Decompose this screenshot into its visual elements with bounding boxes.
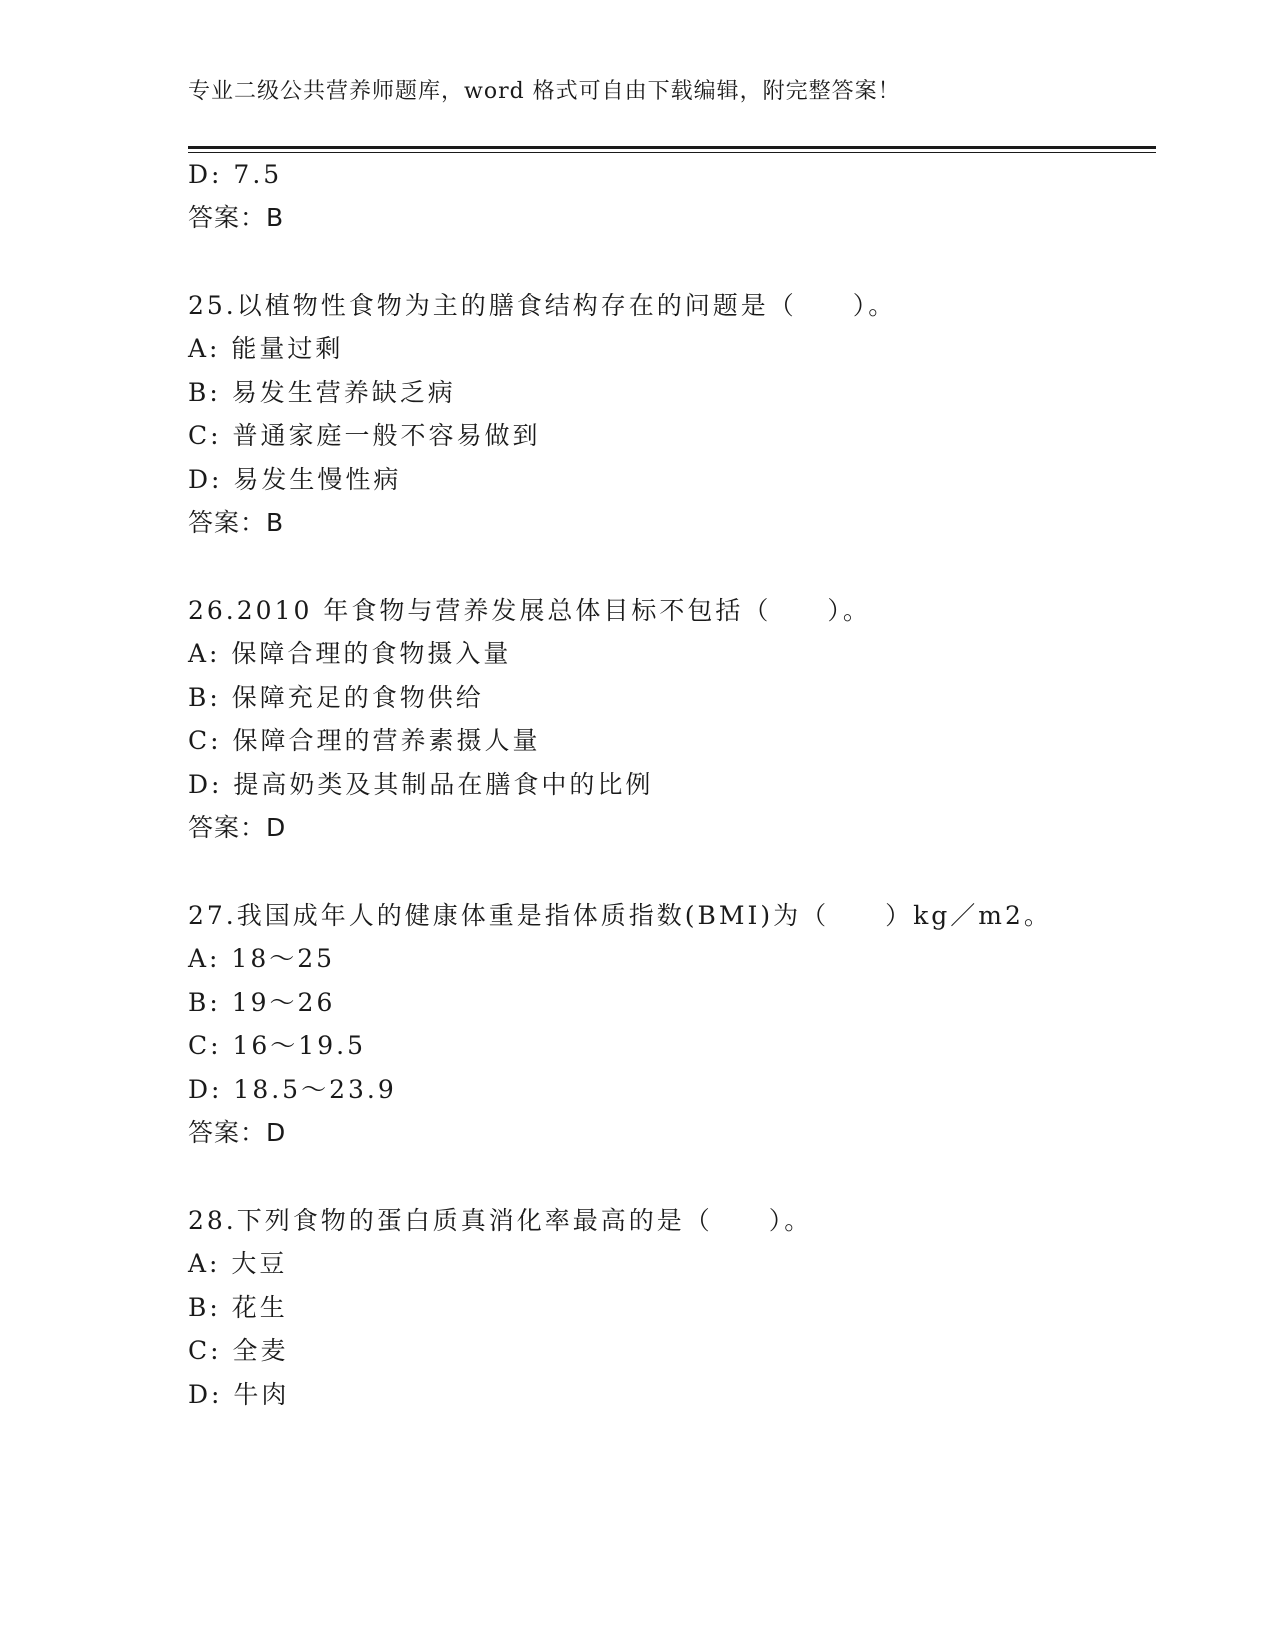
q26-option-d: D: 提高奶类及其制品在膳食中的比例 [188, 770, 654, 799]
q25-option-d: D: 易发生慢性病 [188, 465, 402, 494]
q25-option-c: C: 普通家庭一般不容易做到 [188, 421, 541, 450]
q28-option-d: D: 牛肉 [188, 1380, 290, 1409]
q26-option-b: B: 保障充足的食物供给 [188, 683, 484, 712]
q28-option-a: A: 大豆 [188, 1249, 288, 1278]
q25-stem: 25.以植物性食物为主的膳食结构存在的问题是（ ）。 [188, 291, 897, 320]
q27-option-c: C: 16～19.5 [188, 1031, 366, 1060]
q28-stem: 28.下列食物的蛋白质真消化率最高的是（ ）。 [188, 1206, 813, 1235]
header-rule-thick [188, 146, 1156, 149]
q27-option-d: D: 18.5～23.9 [188, 1075, 397, 1104]
q26-option-c: C: 保障合理的营养素摄人量 [188, 726, 541, 755]
q28-option-b: B: 花生 [188, 1293, 288, 1322]
q26-stem: 26.2010 年食物与营养发展总体目标不包括（ ）。 [188, 596, 871, 625]
q27-stem: 27.我国成年人的健康体重是指体质指数(BMI)为（ ）kg／m2。 [188, 901, 1052, 930]
header-rule-thin [188, 152, 1156, 153]
q27-option-b: B: 19～26 [188, 988, 336, 1017]
prev-answer: 答案：B [188, 203, 285, 232]
page-header: 专业二级公共营养师题库，word 格式可自由下载编辑，附完整答案！ [188, 79, 901, 104]
q25-option-b: B: 易发生营养缺乏病 [188, 378, 456, 407]
prev-option-d: D: 7.5 [188, 160, 283, 189]
q25-answer: 答案：B [188, 508, 285, 537]
q25-option-a: A: 能量过剩 [188, 334, 344, 363]
q26-option-a: A: 保障合理的食物摄入量 [188, 639, 512, 668]
q28-option-c: C: 全麦 [188, 1336, 289, 1365]
q26-answer: 答案：D [188, 813, 287, 842]
q27-option-a: A: 18～25 [188, 944, 336, 973]
q27-answer: 答案：D [188, 1118, 287, 1147]
